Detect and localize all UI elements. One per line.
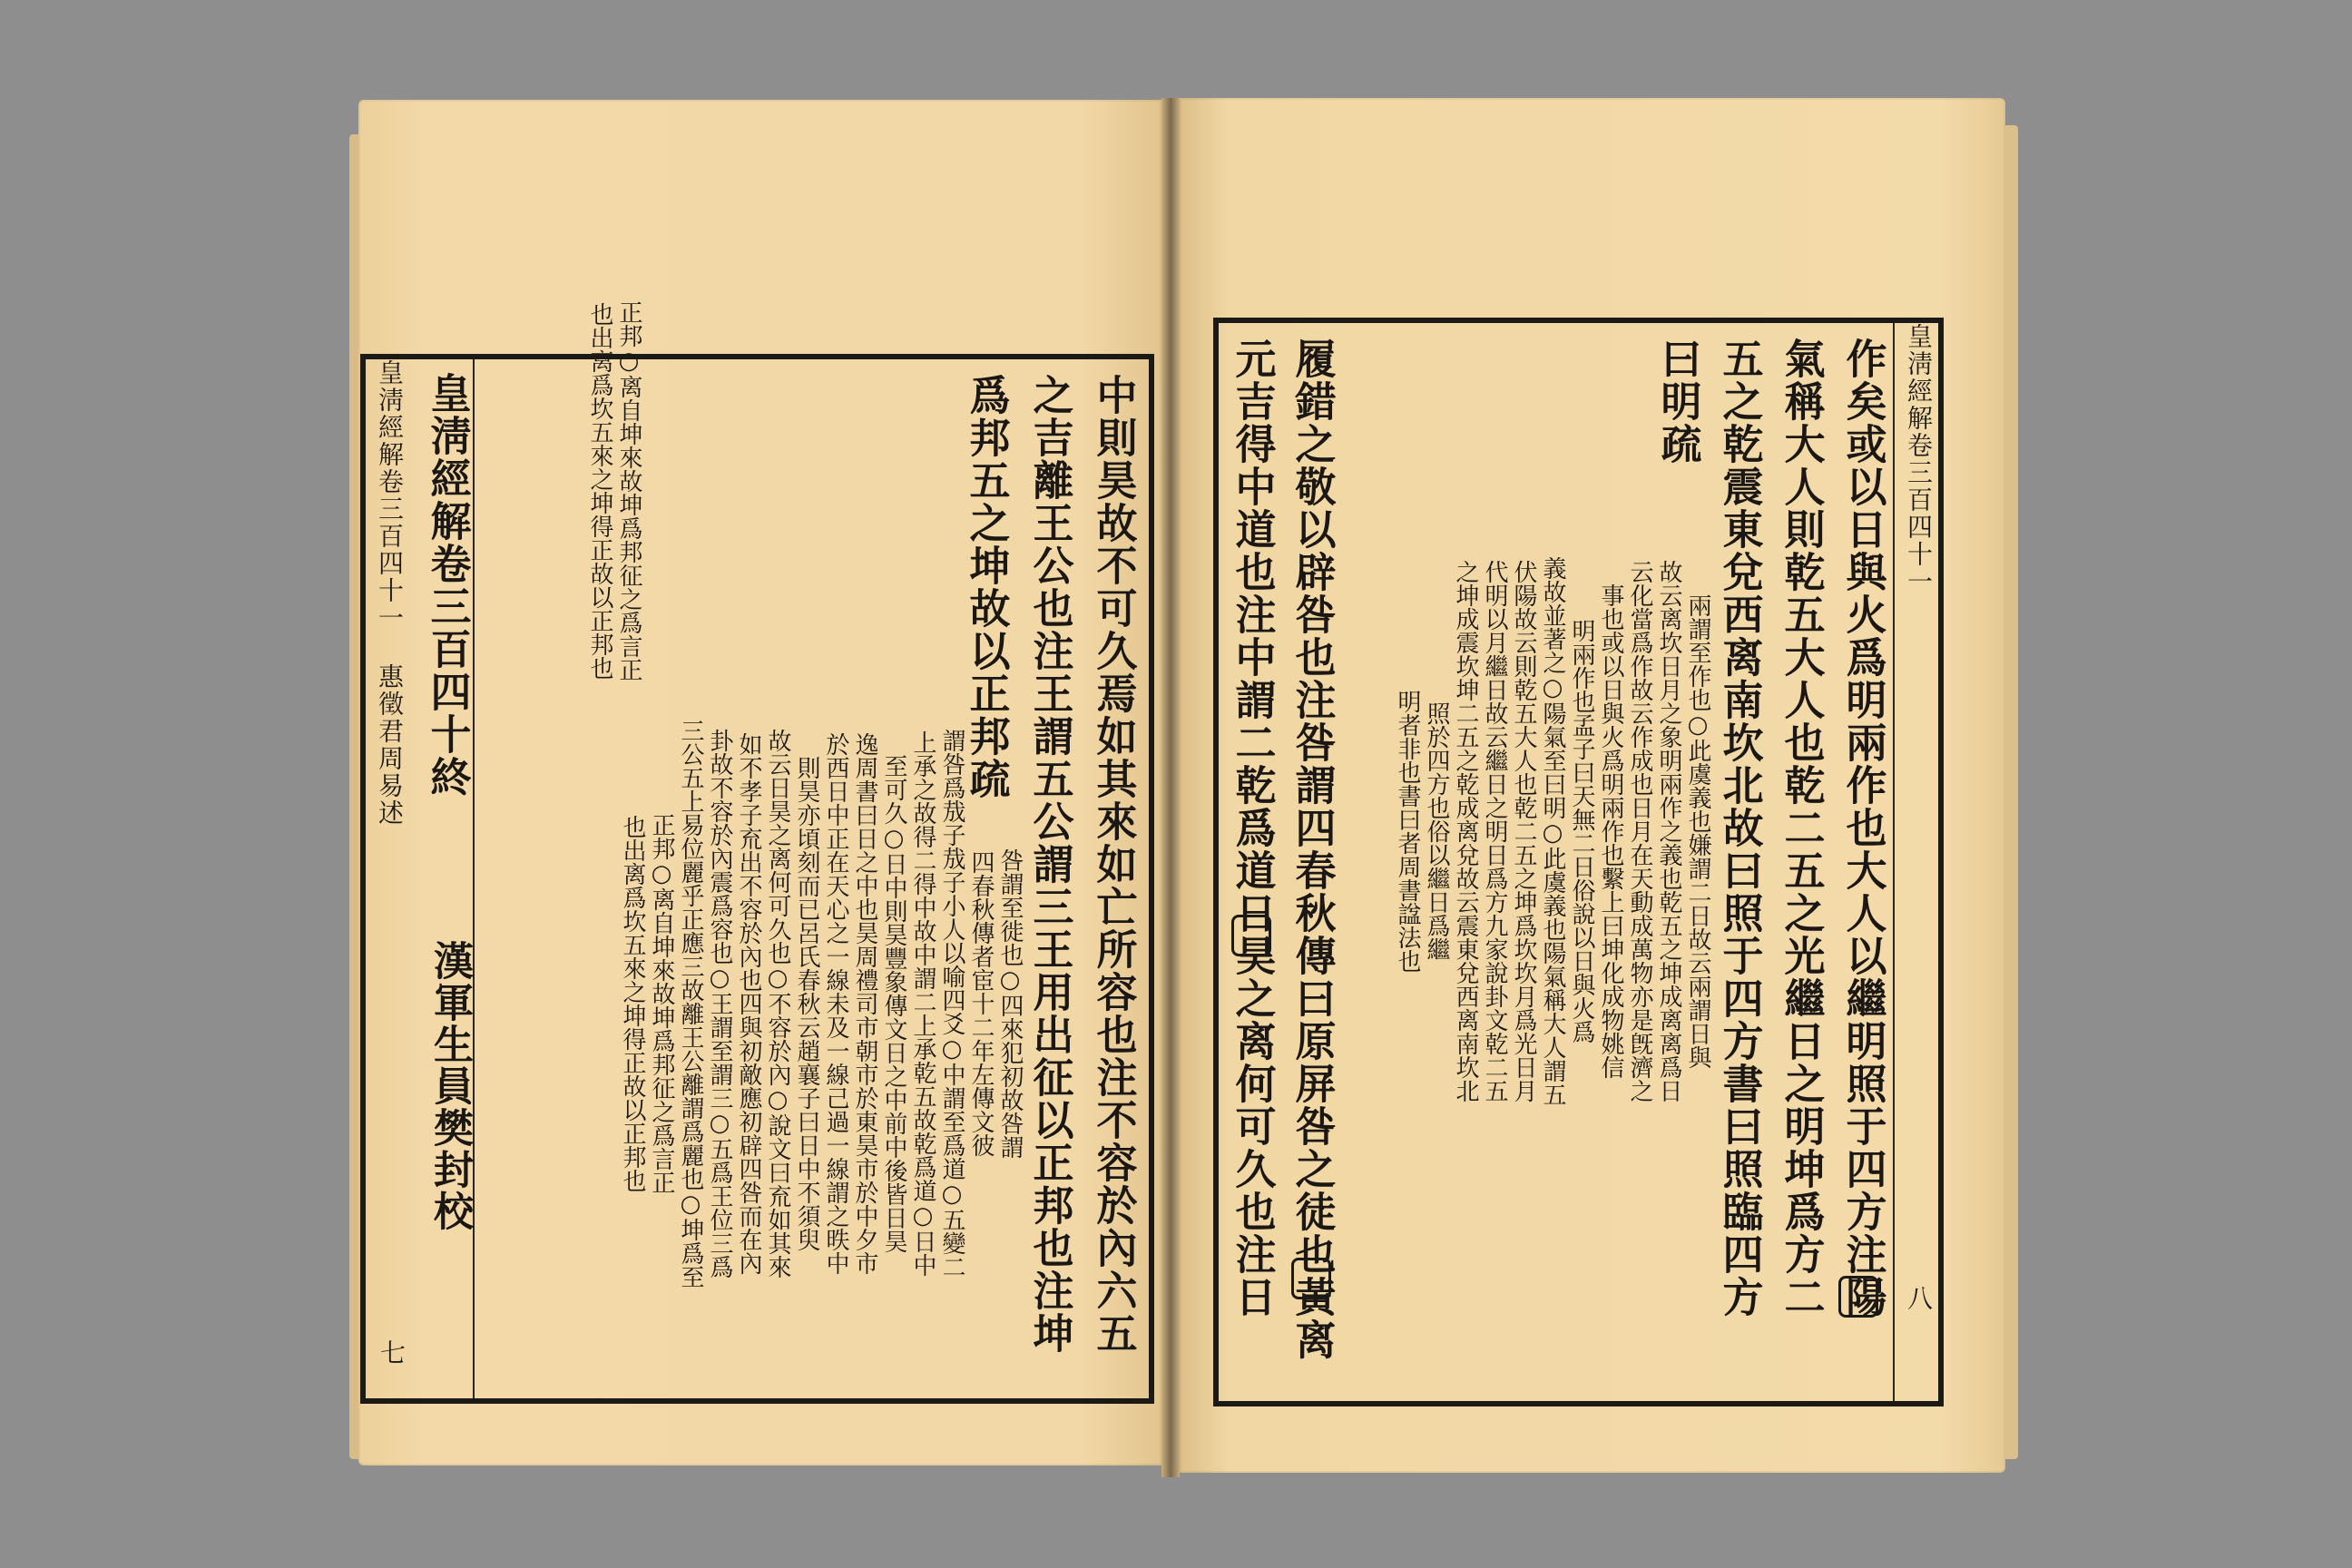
left-text-frame <box>360 300 1154 1404</box>
right-bottom-col-1 <box>1284 338 1340 1392</box>
right-commentary-line: 代明以月繼日故云繼日之明日爲方九家說卦文乾二五 <box>1481 560 1508 1102</box>
right-col-1 <box>1835 338 1891 1392</box>
left-commentary-line: 謂咎爲㦲子㦲子小人以喻四爻○中謂至爲道○五變二 <box>938 729 965 1279</box>
right-commentary-line: 照於四方也俗以繼日爲繼 <box>1423 701 1450 961</box>
right-text-column: 作矣或以日與火爲明兩作也大人以繼明照于四方注陽 <box>1838 338 1887 1318</box>
right-page <box>1180 98 2005 1473</box>
book-gutter <box>1161 98 1180 1477</box>
left-commentary-line: 卦故不容於內震爲容也○王謂至謂三○五爲王位三爲 <box>706 729 733 1279</box>
left-commentary-line: 三公五上易位麗乎正應三故離王公離謂爲麗也○坤爲至 <box>677 719 704 1289</box>
left-commentary-line: 故云日昊之离何可久也○不容於內○說文曰㐬如其來 <box>764 729 791 1279</box>
left-commentary-line: 正邦○离自坤來故坤爲邦征之爲言正 <box>648 813 675 1194</box>
left-col-3 <box>958 374 1014 800</box>
book-edge-right <box>2004 125 2018 1459</box>
right-text-column: 氣稱大人則乾五大人也乾二五之光繼日之明坤爲方二 <box>1777 338 1826 1318</box>
left-page <box>358 100 1161 1465</box>
left-commentary-line: 也出离爲坎五來之坤得正故以正邦也 <box>586 302 613 680</box>
right-folio-number-text: 八 <box>1904 1285 1934 1312</box>
left-text-column: 中則昊故不可久焉如其來如亡所容也注不容於內六五 <box>1089 374 1138 1355</box>
left-commentary-line: 逸周書曰日之中也昊周禮司市朝市於東昊市於中夕市 <box>851 732 878 1275</box>
right-col-3 <box>1711 338 1768 1392</box>
left-commentary-line: 至可久○日中則昊豐象傳文日之中前中後皆日昊 <box>880 754 907 1253</box>
left-commentary-line: 也出离爲坎五來之坤得正故以正邦也 <box>619 815 646 1192</box>
right-folio-column <box>1896 323 1940 1392</box>
right-bottom-col-2 <box>1224 338 1280 1392</box>
left-text-column: 爲邦五之坤故以正邦疏 <box>962 374 1011 800</box>
right-commentary-line: 故云离坎日月之象明兩作之義也乾五之坤成离离爲日 <box>1655 560 1682 1102</box>
right-commentary-line: 兩謂至作也○此虞義也嫌謂二日故云兩謂日與 <box>1684 593 1711 1069</box>
left-commentary-line: 如不孝子㐬出不容於內也四與初敵應初辟四咎而在內 <box>735 732 762 1275</box>
left-col-2 <box>1022 374 1078 1389</box>
right-text-column: 元吉得中道也注中謂二乾爲道日昊之离何可久也注日 <box>1228 338 1277 1318</box>
right-text-column: 履錯之敬以辟咎也注咎謂四春秋傳曰原屏咎之徒也黃离 <box>1288 338 1337 1361</box>
annotation-box-mark <box>1838 1276 1878 1318</box>
right-text-column: 曰明疏 <box>1653 338 1702 466</box>
left-folio-column <box>366 359 413 1389</box>
left-commentary-top <box>514 300 642 681</box>
final-title: 皇淸經解卷三百四十終 <box>423 372 472 799</box>
left-commentary-block <box>619 613 1024 1394</box>
right-commentary-line: 義故並著之○陽氣至曰明○此虞義也陽氣稱大人謂五 <box>1539 556 1566 1106</box>
colophon-column <box>422 940 476 1389</box>
left-commentary-line: 四春秋傳者宦十二年左傳文彼 <box>967 850 995 1157</box>
right-col-2 <box>1773 338 1829 1392</box>
left-col-1 <box>1085 374 1142 1389</box>
open-book <box>358 98 2005 1514</box>
left-page-number-text: 七 <box>377 1339 407 1367</box>
right-commentary-line: 云化當爲作故云作成也日月在天動成萬物亦是旣濟之 <box>1626 560 1653 1102</box>
left-commentary-line: 上承之故得二得中故中謂二上承乾五故乾爲道○日中 <box>909 730 936 1277</box>
right-commentary-line: 明者非也書曰者周書諡法也 <box>1394 690 1421 973</box>
right-col-4 <box>1650 338 1706 519</box>
right-text-column: 五之乾震東兌西离南坎北故曰照于四方書曰照臨四方 <box>1715 338 1764 1318</box>
left-commentary-line: 則昊亦頃刻而已呂氏春秋云趙襄子曰日中不須臾 <box>793 756 820 1251</box>
annotation-box-mark <box>1231 915 1271 956</box>
right-folio-number <box>1900 1285 1936 1392</box>
left-commentary-line: 於西日中正在天心之一線未及一線己過一線謂之昳中 <box>822 732 849 1275</box>
colophon: 漢軍生員樊封校 <box>426 940 473 1232</box>
annotation-box-mark <box>1291 1258 1331 1299</box>
right-commentary-line: 之坤成震坎坤二五之乾成离兌故云震東兌西离南坎北 <box>1452 560 1479 1102</box>
left-page-number <box>371 1339 411 1389</box>
right-commentary-line: 明兩作也孟子曰天無二日俗說以日與火爲 <box>1568 619 1595 1044</box>
right-commentary-block <box>1374 514 1710 1149</box>
right-commentary-line: 伏陽故云則乾五大人也乾二五之坤爲坎坎月爲光日月 <box>1510 560 1537 1102</box>
left-text-column: 之吉離王公也注王謂五公謂三王用出征以正邦也注坤 <box>1025 374 1074 1355</box>
left-commentary-line: 正邦○离自坤來故坤爲邦征之爲言正 <box>615 300 642 681</box>
left-folio: 皇淸經解卷三百四十一 惠徵君周易述 <box>375 359 405 827</box>
right-rule <box>1893 323 1895 1401</box>
right-commentary-line: 事也或以日與火爲明兩作也繫上曰坤化成物姚信 <box>1597 583 1624 1079</box>
left-commentary-line: 咎謂至徙也○四來犯初故咎謂 <box>996 848 1024 1159</box>
right-text-frame <box>1213 318 1944 1406</box>
right-folio: 皇淸經解卷三百四十一 <box>1904 323 1934 595</box>
